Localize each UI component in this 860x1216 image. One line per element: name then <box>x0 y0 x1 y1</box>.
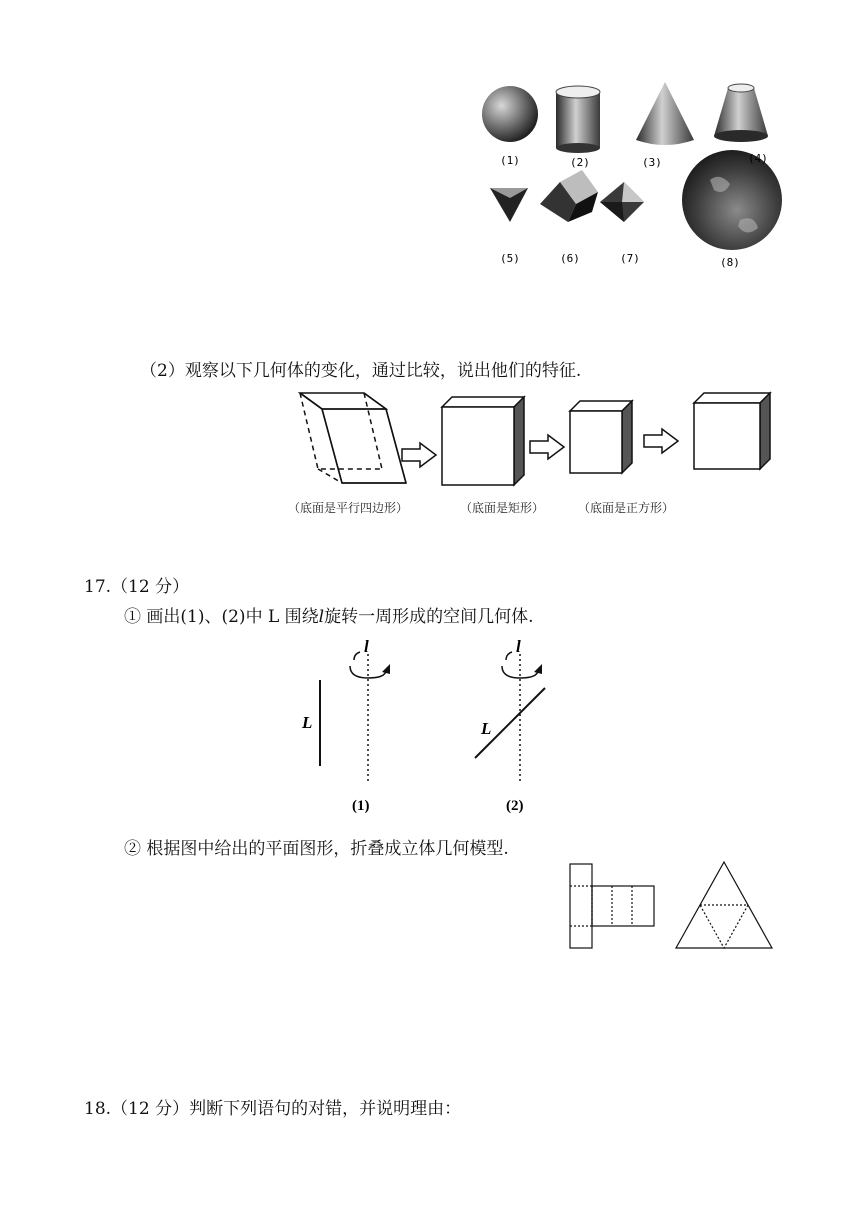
caption-parallelogram-base: （底面是平行四边形） <box>288 501 409 515</box>
line-label-2: L <box>481 719 492 738</box>
solid-label: (5) <box>500 252 520 265</box>
solid-label: (4) <box>748 152 768 165</box>
q18-text: 18.（12 分）判断下列语句的对错，并说明理由： <box>84 1099 462 1119</box>
cylinder-shape <box>556 86 600 153</box>
line-label-1: L <box>302 713 313 732</box>
caption-rectangle-base: （底面是矩形） <box>460 501 545 515</box>
rotation-figure-2 <box>475 652 545 784</box>
cube-net-shape <box>570 864 654 948</box>
q17-header: 17.（12 分） <box>84 577 190 597</box>
solid-label: (2) <box>570 156 590 169</box>
oblique-prism-shape <box>300 393 406 483</box>
rotation-figure-1 <box>320 652 390 784</box>
tetrahedron-shape <box>490 188 528 222</box>
solid-label: (6) <box>560 252 580 265</box>
q17-item1 <box>124 602 534 627</box>
arrow-right-icon <box>402 443 436 467</box>
solid-label: (3) <box>642 156 662 169</box>
arrow-right-icon <box>530 435 564 459</box>
solids-figure <box>470 70 790 280</box>
cube-shape <box>540 170 598 222</box>
part2-instruction: （2）观察以下几何体的变化，通过比较，说出他们的特征. <box>140 361 582 381</box>
axis-label-1: l <box>364 637 369 656</box>
q17-item2: ② 根据图中给出的平面图形，折叠成立体几何模型. <box>124 839 509 859</box>
rotation-figures <box>290 636 580 822</box>
arrow-right-icon <box>644 429 678 453</box>
solid-label: (8) <box>720 256 740 269</box>
frustum-shape <box>714 84 768 142</box>
q17-item1-suffix: 旋转一周形成的空间几何体. <box>324 607 534 627</box>
octahedron-shape <box>600 182 644 222</box>
tetrahedron-net-shape <box>676 862 772 948</box>
cube-outline-shape <box>694 393 770 469</box>
figure-label-2: (2) <box>506 798 524 814</box>
q17-item1-prefix: ① 画出(1)、(2)中 L 围绕 <box>124 607 319 627</box>
axis-label-2: l <box>516 637 521 656</box>
figure-label-1: (1) <box>352 798 370 814</box>
q17-item1-axis-var: l <box>318 607 325 627</box>
large-sphere-shape <box>682 150 782 250</box>
nets-figure <box>560 858 784 958</box>
rectangular-prism-shape <box>442 397 524 485</box>
cone-shape <box>636 82 694 145</box>
caption-square-base: （底面是正方形） <box>578 501 675 515</box>
solid-label: (1) <box>500 154 520 167</box>
square-prism-shape <box>570 401 632 473</box>
solid-label: (7) <box>620 252 640 265</box>
sphere-shape <box>482 86 538 142</box>
